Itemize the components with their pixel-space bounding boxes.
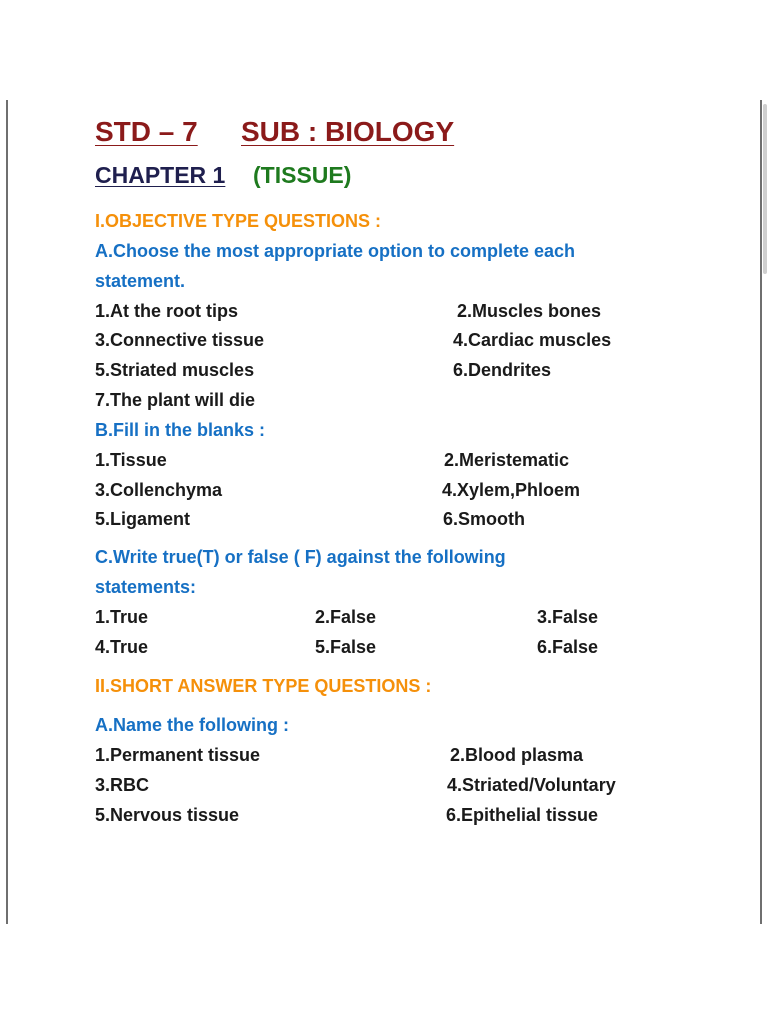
answer-b-4: 4.Xylem,Phloem (442, 480, 581, 500)
answer-c-6: 6.False (537, 637, 599, 657)
part-b-title: B.Fill in the blanks : (95, 420, 266, 440)
answer-a-1: 1.At the root tips (95, 301, 238, 321)
chapter-number: CHAPTER 1 (95, 162, 226, 188)
answer-n-3: 3.RBC (95, 775, 150, 795)
answer-a-4: 4.Cardiac muscles (453, 330, 612, 350)
part-name-title: A.Name the following : (95, 715, 290, 735)
answer-c-3: 3.False (537, 607, 599, 627)
section-objective-title: I.OBJECTIVE TYPE QUESTIONS : (95, 211, 382, 231)
answer-a-7: 7.The plant will die (95, 390, 256, 410)
answer-c-2: 2.False (315, 607, 377, 627)
part-c-title: C.Write true(T) or false ( F) against the following (95, 547, 506, 567)
std-heading: STD – 7 (95, 116, 198, 147)
answer-n-6: 6.Epithelial tissue (446, 805, 599, 825)
part-a-title-cont: statement. (95, 271, 186, 291)
answer-n-2: 2.Blood plasma (450, 745, 584, 765)
answer-b-6: 6.Smooth (443, 509, 526, 529)
answer-b-1: 1.Tissue (95, 450, 167, 470)
answer-b-3: 3.Collenchyma (95, 480, 223, 500)
page-border-left (6, 100, 8, 924)
answer-a-5: 5.Striated muscles (95, 360, 255, 380)
answer-c-1: 1.True (95, 607, 149, 627)
answer-n-4: 4.Striated/Voluntary (447, 775, 616, 795)
answer-n-5: 5.Nervous tissue (95, 805, 240, 825)
part-a-title: A.Choose the most appropriate option to complete each (95, 241, 576, 261)
part-c-title-cont: statements: (95, 577, 197, 597)
answer-n-1: 1.Permanent tissue (95, 745, 261, 765)
page-border-right (760, 100, 762, 924)
chapter-topic: (TISSUE) (253, 162, 352, 188)
answer-b-2: 2.Meristematic (444, 450, 570, 470)
answer-a-3: 3.Connective tissue (95, 330, 265, 350)
answer-c-5: 5.False (315, 637, 377, 657)
answer-a-6: 6.Dendrites (453, 360, 552, 380)
section-short-answer-title: II.SHORT ANSWER TYPE QUESTIONS : (95, 676, 432, 696)
answer-c-4: 4.True (95, 637, 149, 657)
answer-b-5: 5.Ligament (95, 509, 191, 529)
scrollbar[interactable] (763, 104, 767, 274)
answer-a-2: 2.Muscles bones (457, 301, 602, 321)
subject-heading: SUB : BIOLOGY (241, 116, 455, 147)
